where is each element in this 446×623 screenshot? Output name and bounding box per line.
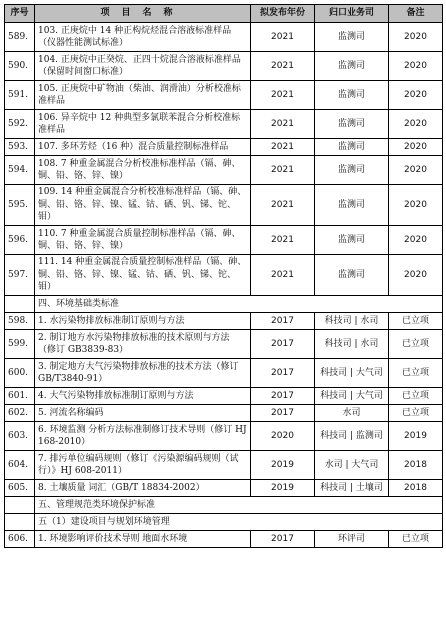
row-dept: 科技司 | 水司: [315, 330, 389, 359]
row-note: 2020: [389, 156, 443, 185]
row-note: 2020: [389, 52, 443, 81]
row-dept: 监测司: [315, 255, 389, 296]
table-row: [5, 330, 443, 359]
row-note: 2018: [389, 451, 443, 480]
row-number: 592.: [5, 110, 35, 139]
row-dept: 水司 | 大气司: [315, 451, 389, 480]
table-row: [5, 480, 443, 497]
table-row: [5, 226, 443, 255]
section-num-cell: [5, 296, 35, 313]
row-number: 602.: [5, 405, 35, 422]
row-dept: 科技司 | 大气司: [315, 359, 389, 388]
table-row: [5, 139, 443, 156]
row-name: 108. 7 种重金属混合分析校准标准样品（镉、砷、铜、铅、铬、锌、镍）: [35, 156, 251, 185]
row-number: 606.: [5, 531, 35, 548]
row-note: 已立项: [389, 531, 443, 548]
table-body: [5, 23, 443, 548]
row-number: 604.: [5, 451, 35, 480]
row-dept: 科技司 | 水司: [315, 313, 389, 330]
row-number: 595.: [5, 185, 35, 226]
row-note: 已立项: [389, 405, 443, 422]
section-num-cell: [5, 497, 35, 514]
header-dept: 归口业务司: [315, 5, 389, 23]
table-row: [5, 185, 443, 226]
table-row: [5, 405, 443, 422]
row-year: 2021: [251, 52, 315, 81]
row-note: 2020: [389, 110, 443, 139]
row-name: 109. 14 种重金属混合分析校准标准样品（镉、砷、铜、铅、铬、锌、镍、锰、钴、硒、钒、锑、铊、钼）: [35, 185, 251, 226]
row-number: 601.: [5, 388, 35, 405]
row-note: 2020: [389, 81, 443, 110]
row-year: 2017: [251, 359, 315, 388]
table-row: [5, 388, 443, 405]
table-header-row: [5, 5, 443, 23]
row-number: 594.: [5, 156, 35, 185]
header-num: 序号: [5, 5, 35, 23]
row-dept: 监测司: [315, 52, 389, 81]
row-dept: 监测司: [315, 185, 389, 226]
row-year: 2017: [251, 330, 315, 359]
table-row: [5, 110, 443, 139]
row-year: 2017: [251, 313, 315, 330]
row-name: 5. 河流名称编码: [35, 405, 251, 422]
table-row: [5, 359, 443, 388]
row-note: 已立项: [389, 330, 443, 359]
row-number: 599.: [5, 330, 35, 359]
row-name: 110. 7 种重金属混合质量控制标准样品（镉、砷、铜、铅、铬、锌、镍）: [35, 226, 251, 255]
row-number: 605.: [5, 480, 35, 497]
row-year: 2021: [251, 185, 315, 226]
row-year: 2020: [251, 422, 315, 451]
table-row: [5, 451, 443, 480]
row-note: 已立项: [389, 359, 443, 388]
section-title: 五、管理规范类环境保护标准: [35, 497, 443, 514]
section-num-cell: [5, 514, 35, 531]
row-dept: 科技司 | 监测司: [315, 422, 389, 451]
row-dept: 监测司: [315, 23, 389, 52]
table-row: [5, 531, 443, 548]
row-note: 2020: [389, 185, 443, 226]
header-name: 项目名称: [35, 5, 251, 23]
row-dept: 监测司: [315, 110, 389, 139]
row-number: 600.: [5, 359, 35, 388]
row-note: 2020: [389, 226, 443, 255]
row-note: 2020: [389, 139, 443, 156]
row-year: 2021: [251, 81, 315, 110]
header-year: 拟发布年份: [251, 5, 315, 23]
row-year: 2019: [251, 451, 315, 480]
section-title: 五（1）建设项目与规划环境管理: [35, 514, 443, 531]
row-note: 已立项: [389, 388, 443, 405]
row-year: 2017: [251, 531, 315, 548]
table-row: [5, 156, 443, 185]
row-year: 2019: [251, 480, 315, 497]
table-row: [5, 422, 443, 451]
row-number: 593.: [5, 139, 35, 156]
row-dept: 监测司: [315, 226, 389, 255]
row-number: 590.: [5, 52, 35, 81]
row-number: 591.: [5, 81, 35, 110]
row-name: 8. 土壤质量 词汇（GB/T 18834-2002）: [35, 480, 251, 497]
row-number: 603.: [5, 422, 35, 451]
row-name: 106. 异辛烷中 12 种典型多氯联苯混合分析校准标准样品: [35, 110, 251, 139]
row-year: 2021: [251, 255, 315, 296]
row-year: 2021: [251, 139, 315, 156]
table-row: [5, 52, 443, 81]
row-name: 3. 制定地方大气污染物排放标准的技术方法（修订 GB/T3840-91）: [35, 359, 251, 388]
row-name: 111. 14 种重金属混合质量控制标准样品（镉、砷、铜、铅、铬、锌、镍、锰、钴、硒、钒、锑、铊、钼）: [35, 255, 251, 296]
row-dept: 水司: [315, 405, 389, 422]
row-number: 597.: [5, 255, 35, 296]
table-row: [5, 23, 443, 52]
row-number: 589.: [5, 23, 35, 52]
table-row: [5, 81, 443, 110]
row-dept: 监测司: [315, 81, 389, 110]
row-name: 6. 环境监测 分析方法标准制修订技术导则（修订 HJ 168-2010）: [35, 422, 251, 451]
row-dept: 监测司: [315, 139, 389, 156]
row-year: 2017: [251, 388, 315, 405]
row-name: 104. 正庚烷中正癸烷、正四十烷混合溶液标准样品（保留时间窗口标准）: [35, 52, 251, 81]
row-name: 2. 制订地方水污染物排放标准的技术原则与方法（修订 GB3839-83）: [35, 330, 251, 359]
row-name: 103. 正庚烷中 14 种正构烷烃混合溶液标准样品（仪器性能测试标准）: [35, 23, 251, 52]
table-row: [5, 313, 443, 330]
row-name: 4. 大气污染物排放标准制订原则与方法: [35, 388, 251, 405]
standards-table: [4, 4, 443, 548]
section-row: [5, 497, 443, 514]
row-note: 2020: [389, 23, 443, 52]
row-name: 7. 排污单位编码规则（修订《污染源编码规则（试行）》HJ 608-2011）: [35, 451, 251, 480]
row-name: 1. 水污染物排放标准制订原则与方法: [35, 313, 251, 330]
row-year: 2021: [251, 110, 315, 139]
row-dept: 科技司 | 土壤司: [315, 480, 389, 497]
row-note: 2019: [389, 422, 443, 451]
row-note: 已立项: [389, 313, 443, 330]
row-note: 2020: [389, 255, 443, 296]
row-dept: 环评司: [315, 531, 389, 548]
row-name: 105. 正庚烷中矿物油（柴油、润滑油）分析校准标准样品: [35, 81, 251, 110]
section-row: [5, 514, 443, 531]
row-year: 2021: [251, 23, 315, 52]
section-row: [5, 296, 443, 313]
row-name: 107. 多环芳烃（16 种）混合质量控制标准样品: [35, 139, 251, 156]
row-dept: 监测司: [315, 156, 389, 185]
row-year: 2021: [251, 226, 315, 255]
row-number: 598.: [5, 313, 35, 330]
row-note: 2018: [389, 480, 443, 497]
row-year: 2021: [251, 156, 315, 185]
row-dept: 科技司 | 大气司: [315, 388, 389, 405]
row-year: 2017: [251, 405, 315, 422]
table-row: [5, 255, 443, 296]
row-name: 1. 环境影响评价技术导则 地面水环境: [35, 531, 251, 548]
header-note: 备注: [389, 5, 443, 23]
section-title: 四、环境基础类标准: [35, 296, 443, 313]
row-number: 596.: [5, 226, 35, 255]
